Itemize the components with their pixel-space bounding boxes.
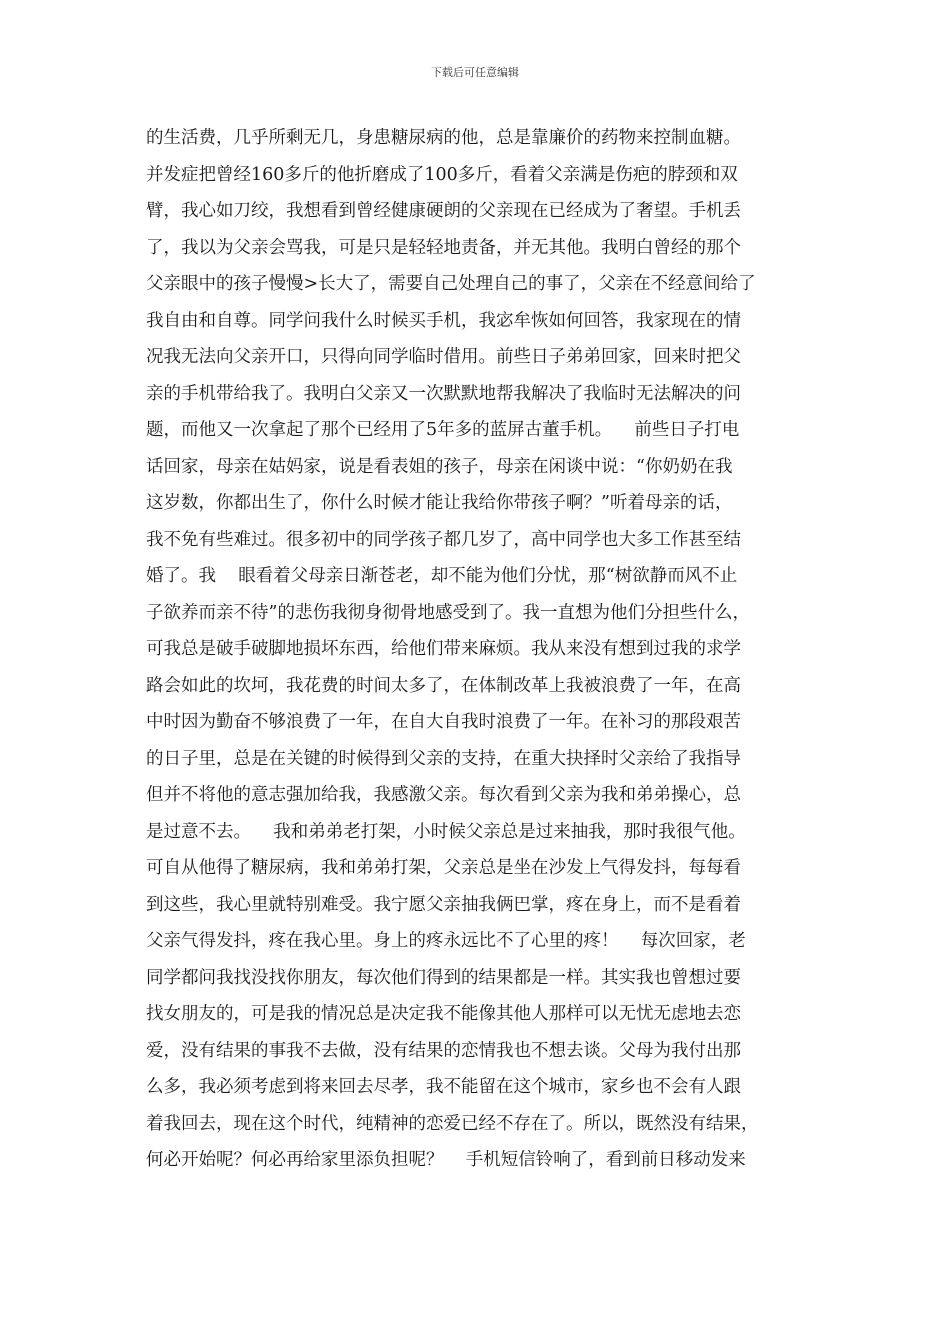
text-line: 父亲气得发抖，疼在我心里。身上的疼永远比不了心里的疼！ 每次回家，老: [146, 931, 746, 951]
text-line: 臂，我心如刀绞，我想看到曾经健康硬朗的父亲现在已经成为了奢望。手机丢: [146, 201, 741, 221]
text-line: 并发症把曾经160多斤的他折磨成了100多斤，看着父亲满是伤疤的脖颈和双: [146, 164, 738, 185]
text-line: 着我回去，现在这个时代，纯精神的恋爱已经不存在了。所以，既然没有结果，: [146, 1113, 759, 1134]
text-line: 可自从他得了糖尿病，我和弟弟打架，父亲总是坐在沙发上气得发抖，每每看: [146, 858, 741, 878]
text-line: 题，而他又一次拿起了那个已经用了5年多的蓝屏古董手机。 前些日子打电: [146, 420, 740, 440]
document-body: [146, 120, 826, 1179]
text-line: 爱，没有结果的事我不去做，没有结果的恋情我也不想去谈。父母为我付出那: [146, 1040, 741, 1061]
text-line: 我不免有些难过。很多初中的同学孩子都几岁了，高中同学也大多工作甚至结: [146, 529, 741, 550]
text-line: 但并不将他的意志强加给我，我感激父亲。每次看到父亲为我和弟弟操心，总: [146, 785, 741, 805]
text-line: 的生活费，几乎所剩无几，身患糖尿病的他，总是靠廉价的药物来控制血糖。: [146, 128, 741, 148]
text-line: 了，我以为父亲会骂我，可是只是轻轻地责备，并无其他。我明白曾经的那个: [146, 237, 741, 258]
text-line: 这岁数，你都出生了，你什么时候才能让我给你带孩子啊？”听着母亲的话，: [146, 493, 733, 513]
text-line: 子欲养而亲不待”的悲伤我彻身彻骨地感受到了。我一直想为他们分担些什么，: [146, 602, 750, 623]
text-line: 父亲眼中的孩子慢慢>长大了，需要自己处理自己的事了，父亲在不经意间给了: [146, 274, 756, 294]
text-line: 话回家，母亲在姑妈家，说是看表姐的孩子，母亲在闲谈中说：“你奶奶在我: [146, 456, 733, 477]
text-line: 我自由和自尊。同学问我什么时候买手机，我宓牟恢如何回答，我家现在的情: [146, 310, 741, 331]
text-line: 婚了。我 眼看着父母亲日渐苍老，却不能为他们分忧，那“树欲静而风不止: [146, 566, 738, 586]
text-line: 到这些，我心里就特别难受。我宁愿父亲抽我俩巴掌，疼在身上，而不是看着: [146, 894, 741, 915]
text-line: 的日子里，总是在关键的时候得到父亲的支持，在重大抉择时父亲给了我指导: [146, 748, 741, 769]
text-line: 找女朋友的，可是我的情况总是决定我不能像其他人那样可以无忧无虑地去恋: [146, 1004, 741, 1024]
text-line: 况我无法向父亲开口，只得向同学临时借用。前些日子弟弟回家，回来时把父: [146, 347, 741, 367]
text-line: 路会如此的坎坷，我花费的时间太多了，在体制改革上我被浪费了一年，在高: [146, 675, 741, 696]
text-line: 中时因为勤奋不够浪费了一年，在自大自我时浪费了一年。在补习的那段艰苦: [146, 712, 741, 732]
text-line: 何必开始呢？何必再给家里添负担呢？ 手机短信铃响了，看到前日移动发来: [146, 1150, 746, 1170]
page-header-caption: 下载后可任意编辑: [431, 66, 519, 79]
text-line: 同学都问我找没找你朋友，每次他们得到的结果都是一样。其实我也曾想过要: [146, 967, 741, 988]
text-line: 是过意不去。 我和弟弟老打架，小时候父亲总是过来抽我，那时我很气他。: [146, 821, 746, 842]
text-line: 亲的手机带给我了。我明白父亲又一次默默地帮我解决了我临时无法解决的问: [146, 383, 741, 404]
text-line: 可我总是破手破脚地损坏东西，给他们带来麻烦。我从来没有想到过我的求学: [146, 639, 741, 659]
text-line: 么多，我必须考虑到将来回去尽孝，我不能留在这个城市，家乡也不会有人跟: [146, 1077, 741, 1097]
